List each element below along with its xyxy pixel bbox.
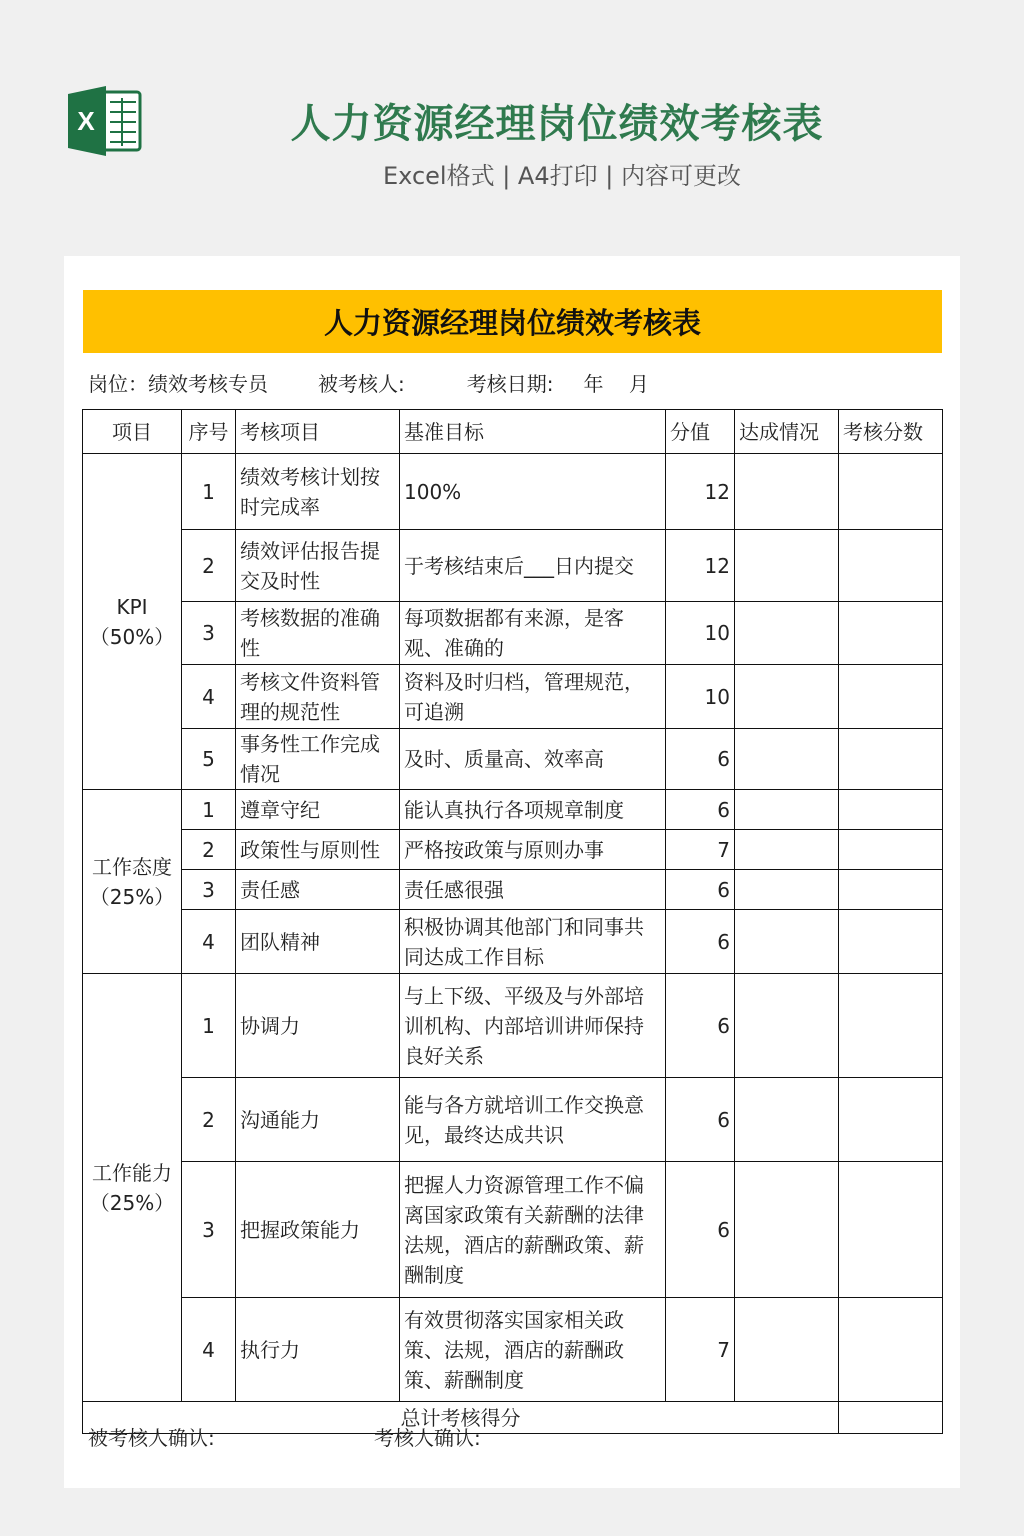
page-title: 人力资源经理岗位绩效考核表 xyxy=(290,101,824,147)
cell-result[interactable] xyxy=(839,530,943,602)
cell-item: 协调力 xyxy=(236,974,400,1078)
page-subtitle: Excel格式 | A4打印 | 内容可更改 xyxy=(383,162,741,190)
table-row xyxy=(83,790,943,830)
cell-achieved[interactable] xyxy=(735,729,839,790)
cell-achieved[interactable] xyxy=(735,910,839,974)
table-row xyxy=(83,1162,943,1298)
cell-score: 12 xyxy=(666,530,735,602)
signature-row xyxy=(88,1422,481,1451)
cell-item: 考核文件资料管理的规范性 xyxy=(236,665,400,729)
col-header: 分值 xyxy=(666,410,735,454)
cell-target: 责任感很强 xyxy=(400,870,666,910)
cell-item: 绩效考核计划按时完成率 xyxy=(236,454,400,530)
cell-score: 6 xyxy=(666,1162,735,1298)
table-row xyxy=(83,530,943,602)
cell-achieved[interactable] xyxy=(735,1162,839,1298)
table-row xyxy=(83,830,943,870)
cell-no: 3 xyxy=(182,1162,236,1298)
cell-achieved[interactable] xyxy=(735,870,839,910)
cell-target: 与上下级、平级及与外部培训机构、内部培训讲师保持良好关系 xyxy=(400,974,666,1078)
cell-target: 每项数据都有来源，是客观、准确的 xyxy=(400,602,666,665)
cell-no: 4 xyxy=(182,910,236,974)
group-label-ability: 工作能力（25%） xyxy=(83,974,182,1402)
sheet-banner-title: 人力资源经理岗位绩效考核表 xyxy=(83,290,942,353)
cell-item: 沟通能力 xyxy=(236,1078,400,1162)
cell-target: 于考核结束后___日内提交 xyxy=(400,530,666,602)
col-header: 考核分数 xyxy=(839,410,943,454)
cell-no: 1 xyxy=(182,454,236,530)
table-header-row xyxy=(83,410,943,454)
cell-achieved[interactable] xyxy=(735,665,839,729)
cell-item: 团队精神 xyxy=(236,910,400,974)
cell-result[interactable] xyxy=(839,830,943,870)
cell-item: 政策性与原则性 xyxy=(236,830,400,870)
cell-item: 执行力 xyxy=(236,1298,400,1402)
cell-target: 积极协调其他部门和同事共同达成工作目标 xyxy=(400,910,666,974)
cell-result[interactable] xyxy=(839,602,943,665)
cell-no: 4 xyxy=(182,1298,236,1402)
cell-no: 3 xyxy=(182,602,236,665)
total-label: 总计考核得分 xyxy=(83,1402,839,1434)
cell-achieved[interactable] xyxy=(735,1298,839,1402)
cell-score: 10 xyxy=(666,602,735,665)
table-row xyxy=(83,602,943,665)
cell-item: 把握政策能力 xyxy=(236,1162,400,1298)
cell-achieved[interactable] xyxy=(735,454,839,530)
cell-target: 把握人力资源管理工作不偏离国家政策有关薪酬的法律法规，酒店的薪酬政策、薪酬制度 xyxy=(400,1162,666,1298)
cell-result[interactable] xyxy=(839,910,943,974)
table-row xyxy=(83,1298,943,1402)
cell-no: 2 xyxy=(182,1078,236,1162)
cell-no: 2 xyxy=(182,830,236,870)
total-value[interactable] xyxy=(839,1402,943,1434)
cell-score: 6 xyxy=(666,1078,735,1162)
cell-result[interactable] xyxy=(839,665,943,729)
cell-score: 6 xyxy=(666,910,735,974)
cell-score: 6 xyxy=(666,974,735,1078)
cell-target: 及时、质量高、效率高 xyxy=(400,729,666,790)
table-row xyxy=(83,870,943,910)
cell-item: 责任感 xyxy=(236,870,400,910)
cell-target: 能认真执行各项规章制度 xyxy=(400,790,666,830)
cell-target: 能与各方就培训工作交换意见，最终达成共识 xyxy=(400,1078,666,1162)
table-row xyxy=(83,910,943,974)
col-header: 考核项目 xyxy=(236,410,400,454)
assessment-table xyxy=(82,409,943,1434)
col-header: 达成情况 xyxy=(735,410,839,454)
assessee-confirm-label: 被考核人确认: xyxy=(88,1426,215,1450)
cell-result[interactable] xyxy=(839,454,943,530)
assessee-label: 被考核人: xyxy=(318,371,405,396)
cell-score: 7 xyxy=(666,830,735,870)
svg-text:X: X xyxy=(77,106,95,136)
cell-no: 3 xyxy=(182,870,236,910)
cell-target: 资料及时归档，管理规范，可追溯 xyxy=(400,665,666,729)
cell-score: 6 xyxy=(666,870,735,910)
cell-no: 1 xyxy=(182,790,236,830)
cell-result[interactable] xyxy=(839,974,943,1078)
date-label: 考核日期: xyxy=(466,371,554,396)
cell-result[interactable] xyxy=(839,729,943,790)
cell-no: 5 xyxy=(182,729,236,790)
col-header: 项目 xyxy=(83,410,182,454)
cell-item: 遵章守纪 xyxy=(236,790,400,830)
cell-no: 2 xyxy=(182,530,236,602)
table-row xyxy=(83,454,943,530)
spreadsheet-card xyxy=(64,256,960,1488)
cell-target: 严格按政策与原则办事 xyxy=(400,830,666,870)
cell-achieved[interactable] xyxy=(735,830,839,870)
cell-target: 100% xyxy=(400,454,666,530)
table-row xyxy=(83,1078,943,1162)
table-row xyxy=(83,974,943,1078)
meta-row xyxy=(88,368,649,396)
position-label: 岗位：绩效考核专员 xyxy=(88,371,268,396)
cell-result[interactable] xyxy=(839,1162,943,1298)
cell-achieved[interactable] xyxy=(735,974,839,1078)
cell-achieved[interactable] xyxy=(735,530,839,602)
cell-result[interactable] xyxy=(839,1078,943,1162)
col-header: 基准目标 xyxy=(400,410,666,454)
date-value: 年 月 xyxy=(583,371,649,396)
cell-no: 1 xyxy=(182,974,236,1078)
cell-result[interactable] xyxy=(839,790,943,830)
cell-result[interactable] xyxy=(839,1298,943,1402)
cell-item: 考核数据的准确性 xyxy=(236,602,400,665)
cell-item: 事务性工作完成情况 xyxy=(236,729,400,790)
group-label-attitude: 工作态度（25%） xyxy=(83,790,182,974)
cell-achieved[interactable] xyxy=(735,790,839,830)
assessor-confirm-label: 考核人确认: xyxy=(374,1426,481,1450)
cell-no: 4 xyxy=(182,665,236,729)
table-row xyxy=(83,665,943,729)
group-label-kpi: KPI（50%） xyxy=(83,454,182,790)
cell-score: 6 xyxy=(666,790,735,830)
cell-item: 绩效评估报告提交及时性 xyxy=(236,530,400,602)
cell-score: 10 xyxy=(666,665,735,729)
cell-achieved[interactable] xyxy=(735,1078,839,1162)
cell-score: 12 xyxy=(666,454,735,530)
cell-achieved[interactable] xyxy=(735,602,839,665)
cell-score: 7 xyxy=(666,1298,735,1402)
cell-result[interactable] xyxy=(839,870,943,910)
cell-score: 6 xyxy=(666,729,735,790)
col-header: 序号 xyxy=(182,410,236,454)
table-row xyxy=(83,729,943,790)
cell-target: 有效贯彻落实国家相关政策、法规，酒店的薪酬政策、薪酬制度 xyxy=(400,1298,666,1402)
